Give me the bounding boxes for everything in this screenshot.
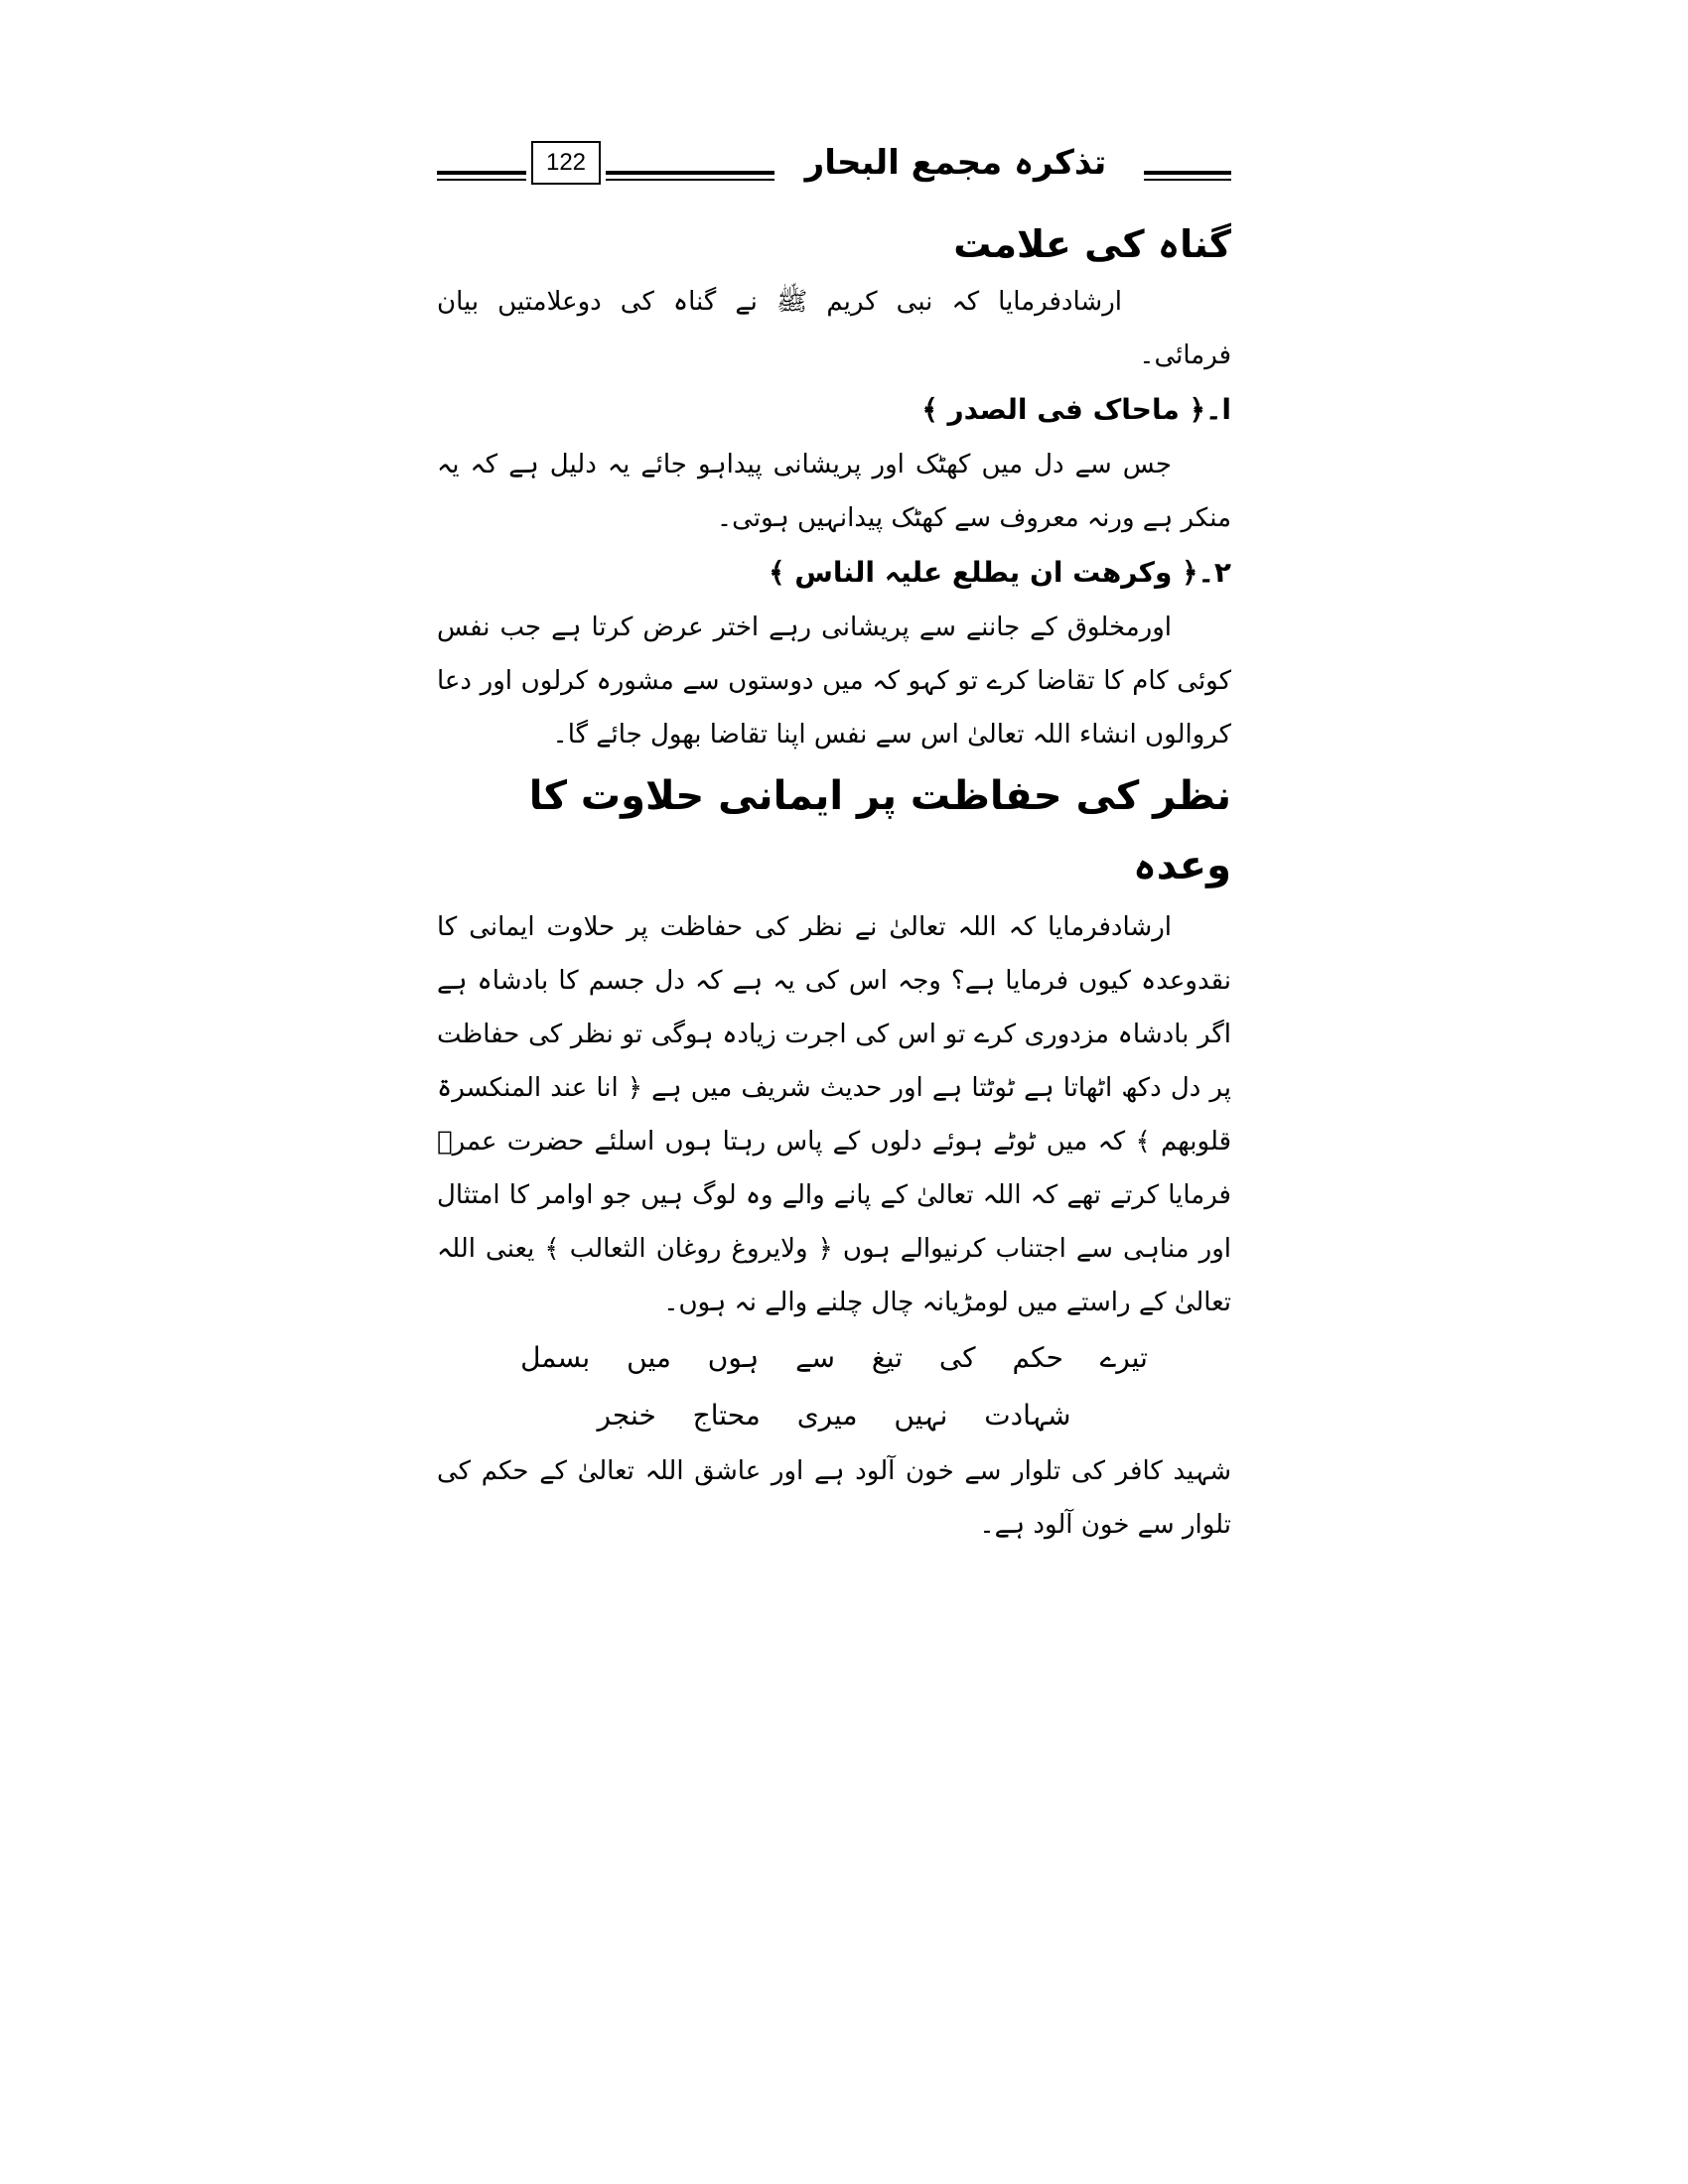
verse-line-2: شہادت نہیں میری محتاج خنجر — [597, 1399, 1071, 1432]
running-title: تذکرہ مجمع البحار — [804, 143, 1107, 183]
header-rule-right — [1144, 171, 1231, 181]
running-header — [437, 139, 1231, 197]
page-body — [437, 213, 1231, 1552]
header-rule-middle — [606, 171, 774, 181]
guarding-gaze-paragraph: ارشادفرمایا کہ اللہ تعالیٰ نے نظر کی حفاظت پر حلاوت ایمانی کا نقدوعدہ کیوں فرمایا ہے؟ وجہ اس کی یہ ہے کہ دل جسم کا بادشاہ ہے اگر بادشاہ مزدوری کرے تو اس کی اجرت زیادہ ہوگی تو نظر کی حفاظت پر دل دکھ اٹھاتا ہے ٹوٹتا ہے اور حدیث شریف میں ہے ﴿ انا عند المنکسرۃ قلوبھم ﴾ کہ میں ٹوٹے ہوئے دلوں کے پاس رہتا ہوں اسلئے حضرت عمرؓ فرمایا کرتے تھے کہ اللہ تعالیٰ کے پانے والے وہ لوگ ہیں جو اوامر کا امتثال اور مناہی سے اجتناب کرنیوالے ہوں ﴿ ولایروغ روغان الثعالب ﴾ یعنی اللہ تعالیٰ کے راستے میں لومڑیانہ چال چلنے والے نہ ہوں۔ — [437, 912, 1231, 1317]
section-intro-paragraph: ارشادفرمایا کہ نبی کریم ﷺ نے گناہ کی دوعلامتیں بیان فرمائی۔ — [437, 287, 1231, 370]
point-two-title: ۲۔﴿ وکرھت ان یطلع علیہ الناس ﴾ — [769, 556, 1231, 589]
verse-line-1: تیرے حکم کی تیغ سے ہوں میں بسمل — [520, 1341, 1148, 1374]
closing-paragraph: شہید کافر کی تلوار سے خون آلود ہے اور عاشق اللہ تعالیٰ کے حکم کی تلوار سے خون آلود ہے۔ — [437, 1456, 1231, 1540]
point-one-paragraph: جس سے دل میں کھٹک اور پریشانی پیداہو جائے یہ دلیل ہے کہ یہ منکر ہے ورنہ معروف سے کھٹک پیدانہیں ہوتی۔ — [437, 450, 1231, 533]
header-rule-left — [437, 171, 526, 181]
point-two-paragraph: اورمخلوق کے جاننے سے پریشانی رہے اختر عرض کرتا ہے جب نفس کوئی کام کا تقاضا کرے تو کہو کہ میں دوستوں سے مشورہ کرلوں اور دعا کروالوں انشاء اللہ تعالیٰ اس سے نفس اپنا تقاضا بھول جائے گا۔ — [437, 613, 1231, 750]
section-heading-guarding-gaze: نظر کی حفاظت پر ایمانی حلاوت کا وعدہ — [528, 773, 1231, 888]
point-one-title: ا۔﴿ ماحاک فی الصدر ﴾ — [921, 393, 1231, 426]
page-number: 122 — [531, 141, 601, 185]
section-heading-sign-of-sin: گناہ کی علامت — [953, 222, 1231, 266]
